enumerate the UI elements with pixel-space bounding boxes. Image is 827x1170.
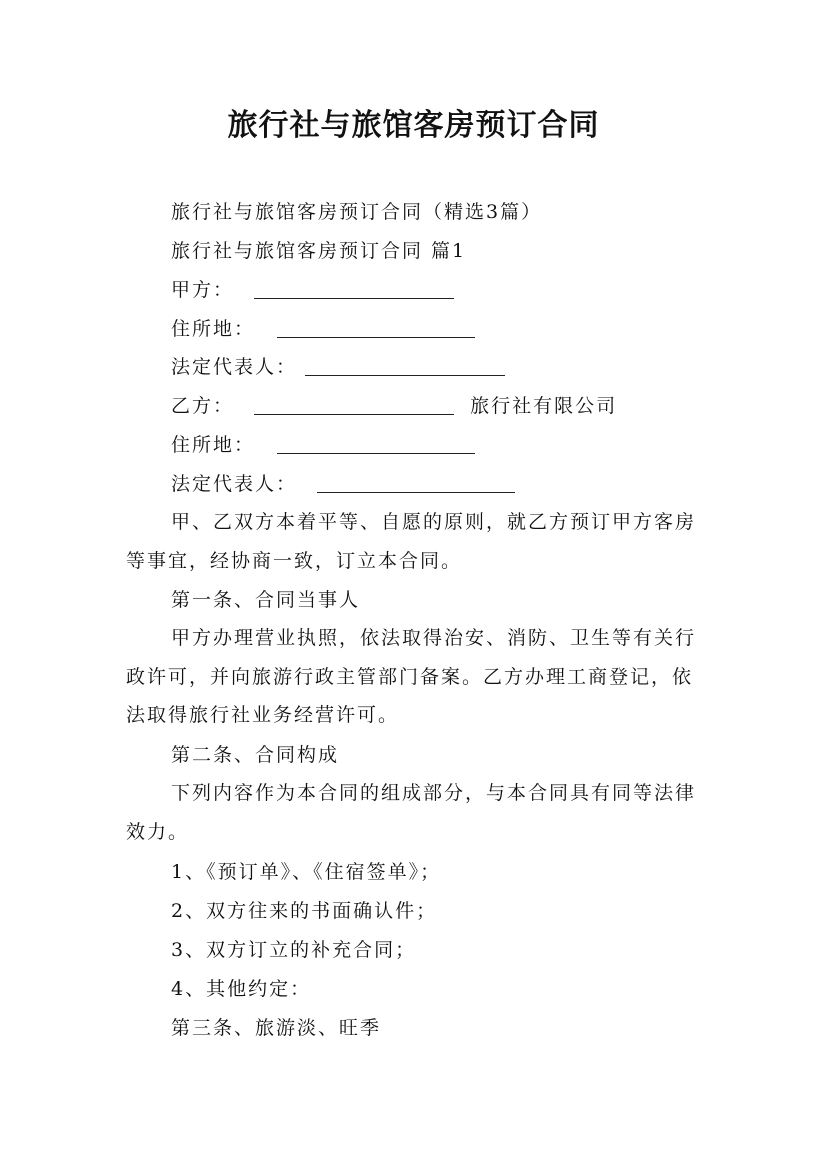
party-b-suffix: 旅行社有限公司 [470, 395, 618, 417]
party-b-label: 乙方： [171, 395, 235, 417]
party-a-line [171, 278, 454, 302]
document-subtitle: 旅行社与旅馆客房预订合同（精选3篇） [171, 201, 543, 223]
party-b-address-label: 住所地： [171, 434, 256, 456]
party-b-rep-blank [317, 472, 515, 493]
party-b-rep-label: 法定代表人： [171, 473, 298, 495]
list-item-2: 2、双方往来的书面确认件； [171, 900, 438, 922]
document-title: 旅行社与旅馆客房预订合同 [227, 108, 600, 143]
party-a-address-blank [277, 317, 475, 338]
party-b-address-line [171, 433, 475, 457]
party-b-blank [254, 394, 454, 415]
party-a-rep-line [171, 355, 505, 379]
party-b-line [171, 394, 617, 418]
article-2-title: 第二条、合同构成 [171, 744, 340, 766]
party-a-address-line [171, 317, 475, 341]
party-a-rep-blank [305, 355, 505, 376]
article-1-title: 第一条、合同当事人 [171, 589, 361, 611]
party-a-rep-label: 法定代表人： [171, 356, 298, 378]
party-a-label: 甲方： [171, 279, 235, 301]
list-item-3: 3、双方订立的补充合同； [171, 939, 417, 961]
intro-paragraph: 甲、乙双方本着平等、自愿的原则，就乙方预订甲方客房等事宜，经协商一致，订立本合同。 [126, 511, 697, 572]
party-a-blank [254, 278, 454, 299]
party-b-rep-line [171, 472, 515, 496]
section-heading: 旅行社与旅馆客房预订合同 篇1 [171, 240, 467, 262]
party-a-address-label: 住所地： [171, 318, 256, 340]
party-b-address-blank [277, 433, 475, 454]
article-1-body: 甲方办理营业执照，依法取得治安、消防、卫生等有关行政许可，并向旅游行政主管部门备案。乙方办理工商登记，依法取得旅行社业务经营许可。 [126, 627, 697, 726]
list-item-1: 1、《预订单》、《住宿签单》； [171, 861, 442, 883]
article-3-title: 第三条、旅游淡、旺季 [171, 1017, 382, 1039]
list-item-4: 4、其他约定： [171, 978, 312, 1000]
article-2-body: 下列内容作为本合同的组成部分，与本合同具有同等法律效力。 [126, 782, 697, 843]
